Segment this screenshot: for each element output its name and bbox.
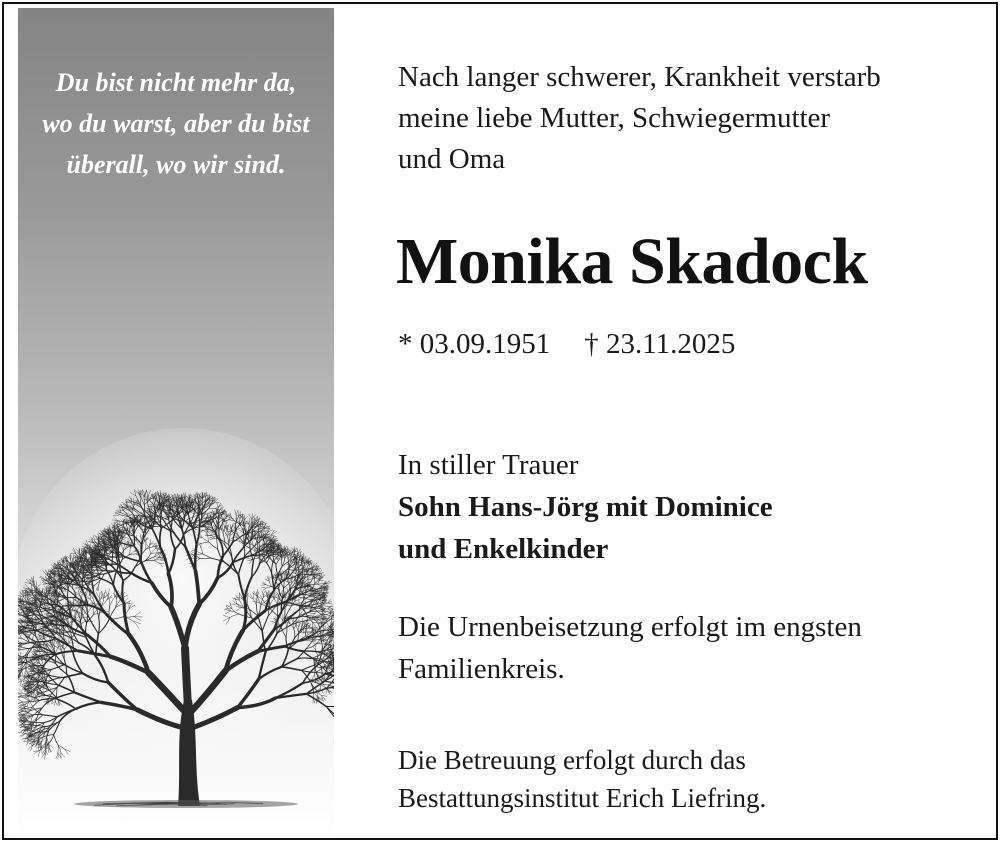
intro-line-2: meine liebe Mutter, Schwiegermutter [398, 102, 831, 134]
quote-line-2: wo du warst, aber du bist [42, 109, 310, 138]
burial-line-2: Familienkreis. [398, 653, 565, 685]
mourners-line-1: Sohn Hans-Jörg mit Dominice [398, 491, 773, 523]
mourners-line-2: und Enkelkinder [398, 533, 609, 565]
funeral-home-notice [398, 741, 766, 817]
obituary-frame [2, 2, 998, 840]
mourning-heading: In stiller Trauer [398, 449, 579, 481]
burial-line-1: Die Urnenbeisetzung erfolgt im engsten [398, 611, 862, 643]
burial-notice [398, 606, 862, 690]
intro-line-1: Nach langer schwerer, Krankheit verstarb [398, 61, 881, 93]
death-date: † 23.11.2025 [584, 328, 736, 360]
intro-line-3: und Oma [398, 143, 506, 175]
care-line-1: Die Betreuung erfolgt durch das [398, 745, 746, 775]
life-dates [398, 324, 735, 364]
quote-line-1: Du bist nicht mehr da, [55, 68, 297, 97]
quote-line-3: überall, wo wir sind. [66, 150, 286, 179]
memorial-quote [18, 62, 334, 185]
intro-text [398, 57, 881, 180]
deceased-name: Monika Skadock [396, 225, 868, 298]
gradient-side-panel [18, 8, 334, 838]
bare-tree-icon [18, 408, 334, 838]
birth-date: * 03.09.1951 [398, 328, 551, 360]
care-line-2: Bestattungsinstitut Erich Liefring. [398, 783, 767, 813]
mourning-block [398, 444, 773, 570]
